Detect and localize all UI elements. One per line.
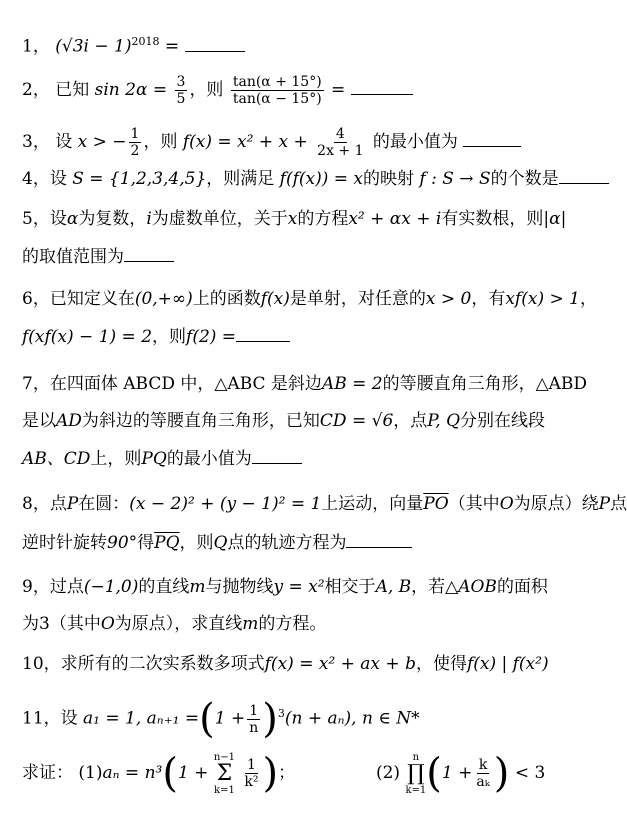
answer-blank[interactable] <box>124 245 174 262</box>
problem-6: 6，已知定义在(0,+∞)上的函数f(x)是单射，对任意的x > 0，有xf(x) > 1， <box>22 289 597 309</box>
fraction: $\frac{1}{n}$ <box>249 702 259 736</box>
problem-2: 2， 已知 sin 2α = $\frac{3}{5}$ ，则 $\frac{\tan(\alpha + 15^\circ)}{\tan(\alpha - 15^\circ)}$ = <box>22 74 605 107</box>
problem-5-cont: 的取值范围为 <box>22 245 605 269</box>
problem-4: 4，设 S = {1,2,3,4,5}，则满足 f(f(x)) = x的映射 f : S → S的个数是 <box>22 167 605 191</box>
answer-blank[interactable] <box>463 130 521 147</box>
fraction: $\frac{3}{5}$ <box>176 74 186 107</box>
summation: n−1 Σ k=1 <box>213 751 236 796</box>
answer-blank[interactable] <box>351 78 413 95</box>
answer-blank[interactable] <box>185 35 245 52</box>
fraction: $\frac{\tan(\alpha + 15^\circ)}{\tan(\alpha - 15^\circ)}$ <box>232 74 322 107</box>
answer-blank[interactable] <box>346 531 412 548</box>
problem-7: 7，在四面体 ABCD 中，△ABC 是斜边AB = 2的等腰直角三角形，△ABD <box>22 374 588 394</box>
problem-5: 5，设α为复数，i为虚数单位，关于x的方程x² + αx + i有实数根，则|α| <box>22 209 567 229</box>
fraction: $\frac{1}{\text{k²}}$ <box>244 757 259 790</box>
problem-8: 8，点P在圆：(x − 2)² + (y − 1)² = 1上运动，向量$\overline{PO}$（其中O为原点）绕P点 <box>22 494 627 514</box>
problem-6-cont: f(xf(x) − 1) = 2，则f(2) = <box>22 325 605 349</box>
problem-10: 10，求所有的二次实系数多项式f(x) = x² + ax + b，使得f(x) | f(x²) <box>22 654 549 674</box>
problem-11-proof: 求证： (1)aₙ = n³(1 + n−1 Σ k=1 $\frac{1}{\text{k²}}$ )； (2) n ∏ k=1 (1 + $\frac{k}{\text{aₖ}}$ ) < 3 <box>22 750 546 797</box>
answer-blank[interactable] <box>559 167 609 184</box>
problem-3: 3， 设 x > − $\frac{1}{2}$ ，则 f(x) = x² + x + $\frac{4}{2x + 1}$ 的最小值为 <box>22 126 605 159</box>
problem-11: 11，设 a₁ = 1, aₙ₊₁ =(1 + $\frac{1}{n}$ )$^3$(n + aₙ), n ∈ N* <box>22 696 420 743</box>
answer-blank[interactable] <box>252 447 302 464</box>
fraction: $\frac{1}{2}$ <box>130 126 140 159</box>
fraction: $\frac{k}{\text{aₖ}}$ <box>476 757 490 790</box>
problem-9: 9，过点(−1,0)的直线m与抛物线y = x²相交于A, B，若△AOB的面积 <box>22 577 548 597</box>
problem-9-cont: 为3（其中O为原点），求直线m的方程。 <box>22 614 327 634</box>
fraction: $\frac{4}{2x + 1}$ <box>317 126 364 159</box>
product: n ∏ k=1 <box>405 751 427 796</box>
answer-blank[interactable] <box>236 325 290 342</box>
problem-7-cont: 是以AD为斜边的等腰直角三角形，已知CD = √6，点P, Q分别在线段 <box>22 411 546 431</box>
problem-8-cont: 逆时针旋转90°得$\overline{PQ}$，则Q点的轨迹方程为 <box>22 531 605 555</box>
problem-7-cont2: AB、CD上，则PQ的最小值为 <box>22 447 605 471</box>
problem-1: 1， $(√3i - 1)^{2018}$ = <box>22 30 605 59</box>
